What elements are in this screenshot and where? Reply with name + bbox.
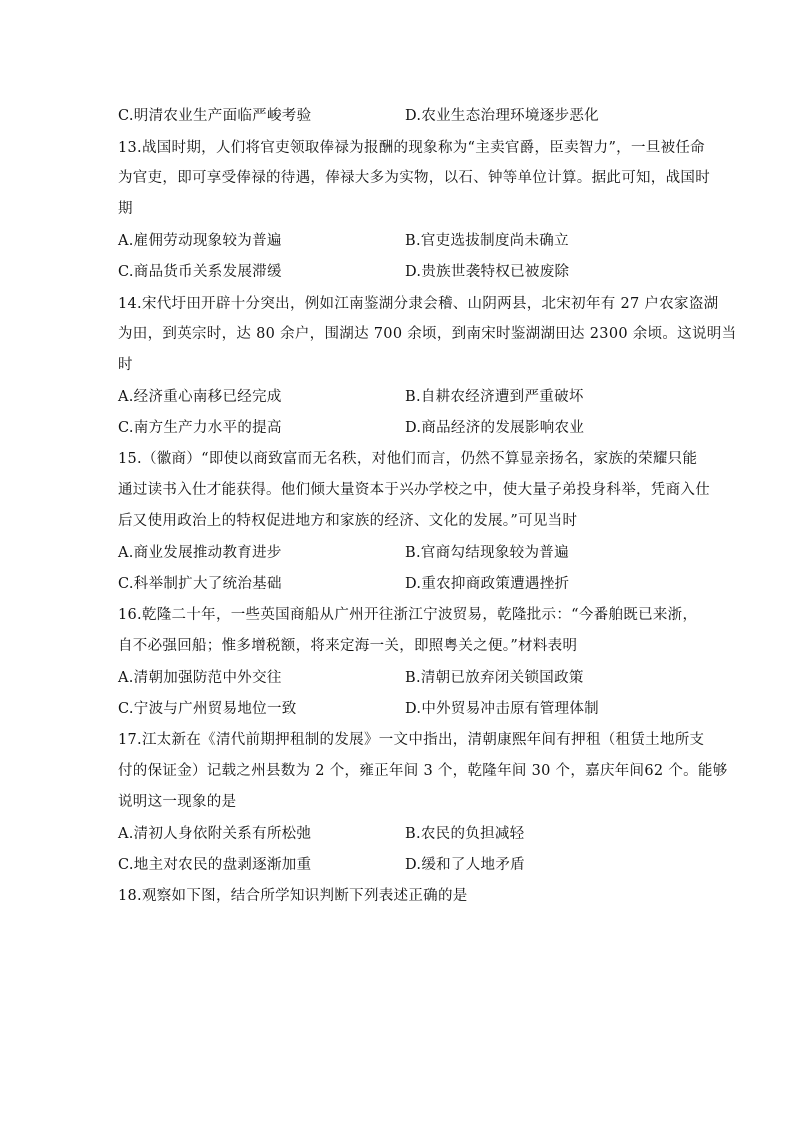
q15-stem-line-3: 后又使用政治上的特权促进地方和家族的经济、文化的发展。”可见当时 [118,513,578,529]
q14-option-c[interactable]: C.南方生产力水平的提高 [118,420,282,436]
q13-stem-line-1: 13.战国时期，人们将官吏领取俸禄为报酬的现象称为“主卖官爵，臣卖智力”，一旦被任命 [118,140,705,156]
q17-option-b[interactable]: B.农民的负担减轻 [405,826,525,842]
q13-option-d[interactable]: D.贵族世袭特权已被废除 [405,264,570,280]
q16-option-c[interactable]: C.宁波与广州贸易地位一致 [118,701,297,717]
q15-option-a[interactable]: A.商业发展推动教育进步 [118,545,282,561]
q13-stem-line-3: 期 [118,201,133,217]
q15-option-b[interactable]: B.官商勾结现象较为普遍 [405,545,569,561]
q14-stem-line-2: 为田，到英宗时，达 80 余户，围湖达 700 余顷，到南宋时鉴湖湖田达 2300 余顷。这说明当 [118,326,737,342]
q12-option-d[interactable]: D.农业生态治理环境逐步恶化 [405,108,599,124]
q16-option-b[interactable]: B.清朝已放弃闭关锁国政策 [405,670,584,686]
q18-stem-line-1: 18.观察如下图，结合所学知识判断下列表述正确的是 [118,888,468,904]
q16-option-a[interactable]: A.清朝加强防范中外交往 [118,670,282,686]
q15-option-d[interactable]: D.重农抑商政策遭遇挫折 [405,576,570,592]
q12-option-c[interactable]: C.明清农业生产面临严峻考验 [118,108,312,124]
q17-option-c[interactable]: C.地主对农民的盘剥逐渐加重 [118,857,312,873]
q16-stem-line-2: 自不必强回船；惟多增税额，将来定海一关，即照粤关之便。”材料表明 [118,638,578,654]
q13-option-a[interactable]: A.雇佣劳动现象较为普遍 [118,233,282,249]
q14-stem-line-3: 时 [118,357,133,373]
q17-stem-line-3: 说明这一现象的是 [118,794,237,810]
q14-option-d[interactable]: D.商品经济的发展影响农业 [405,420,585,436]
q15-option-c[interactable]: C.科举制扩大了统治基础 [118,576,282,592]
q13-option-b[interactable]: B.官吏选拔制度尚未确立 [405,233,569,249]
q14-stem-line-1: 14.宋代圩田开辟十分突出，例如江南鉴湖分隶会稽、山阴两县，北宋初年有 27 户农家盗湖 [118,296,719,312]
q15-stem-line-1: 15.（徽商）“即使以商致富而无名秩，对他们而言，仍然不算显亲扬名，家族的荣耀只能 [118,451,698,467]
q14-option-a[interactable]: A.经济重心南移已经完成 [118,389,282,405]
q17-stem-line-2: 付的保证金）记载之州县数为 2 个，雍正年间 3 个，乾隆年间 30 个，嘉庆年间62 个。能够 [118,763,728,779]
q17-stem-line-1: 17.江太新在《清代前期押租制的发展》一文中指出，清朝康熙年间有押租（租赁土地所支 [118,732,705,748]
q16-option-d[interactable]: D.中外贸易冲击原有管理体制 [405,701,599,717]
q13-option-c[interactable]: C.商品货币关系发展滞缓 [118,264,282,280]
q16-stem-line-1: 16.乾隆二十年，一些英国商船从广州开往浙江宁波贸易，乾隆批示：“今番舶既已来浙， [118,607,698,623]
q17-option-d[interactable]: D.缓和了人地矛盾 [405,857,525,873]
q14-option-b[interactable]: B.自耕农经济遭到严重破坏 [405,389,584,405]
q15-stem-line-2: 通过读书入仕才能获得。他们倾大量资本于兴办学校之中，使大量子弟投身科举，凭商入仕 [118,482,710,498]
q17-option-a[interactable]: A.清初人身依附关系有所松弛 [118,826,312,842]
q13-stem-line-2: 为官吏，即可享受俸禄的待遇，俸禄大多为实物，以石、钟等单位计算。据此可知，战国时 [118,170,710,186]
